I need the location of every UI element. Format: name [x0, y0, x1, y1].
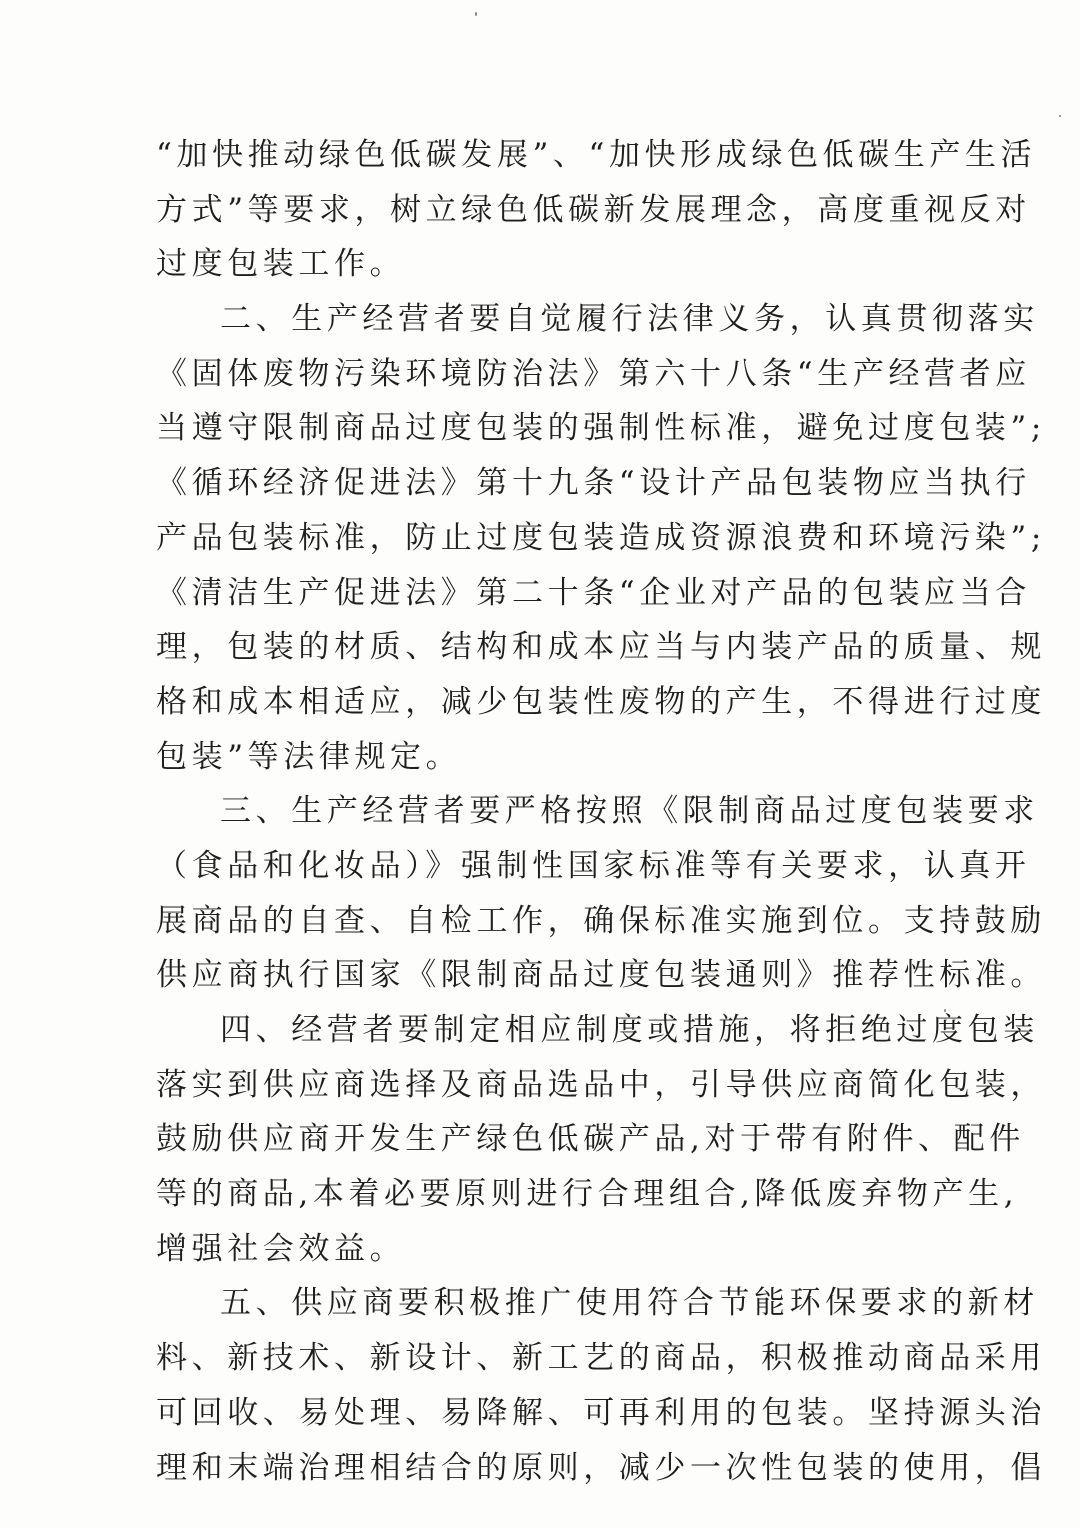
text-line: （食品和化妆品）》强制性国家标准等有关要求，认真开 — [156, 847, 1031, 884]
text-line: 《循环经济促进法》第十九条“设计产品包装物应当执行 — [156, 465, 1031, 502]
text-line: 料、新技术、新设计、新工艺的商品，积极推动商品采用 — [156, 1340, 1046, 1377]
text-line: 方式”等要求，树立绿色低碳新发展理念，高度重视反对 — [156, 191, 1031, 228]
document-body — [156, 128, 1046, 1495]
text-line: 四、经营者要制定相应制度或措施，将拒绝过度包装 — [220, 1012, 1039, 1048]
text-line: 理和末端治理相结合的原则，减少一次性包装的使用，倡 — [156, 1449, 1046, 1486]
text-line: 五、供应商要积极推广使用符合节能环保要求的新材 — [220, 1285, 1039, 1322]
text-line: 当遵守限制商品过度包装的强制性标准，避免过度包装”; — [156, 410, 1046, 447]
text-line: 展商品的自查、自检工作，确保标准实施到位。支持鼓励 — [156, 902, 1046, 939]
scan-speck — [1059, 115, 1061, 117]
text-line: 《固体废物污染环境防治法》第六十八条“生产经营者应 — [156, 355, 1031, 392]
text-line: 三、生产经营者要严格按照《限制商品过度包装要求 — [220, 793, 1039, 830]
text-line: 可回收、易处理、易降解、可再利用的包装。坚持源头治 — [156, 1394, 1046, 1431]
text-line: “加快推动绿色低碳发展”、“加快形成绿色低碳生产生活 — [156, 137, 1037, 173]
text-line: 理，包装的材质、结构和成本应当与内装产品的质量、规 — [156, 629, 1046, 666]
text-line: 格和成本相适应，减少包装性废物的产生，不得进行过度 — [156, 683, 1046, 720]
text-line: 《清洁生产促进法》第二十条“企业对产品的包装应当合 — [156, 574, 1031, 611]
text-line: 产品包装标准，防止过度包装造成资源浪费和环境污染”; — [156, 519, 1046, 556]
text-line: 二、生产经营者要自觉履行法律义务，认真贯彻落实 — [220, 301, 1039, 338]
text-line: 增强社会效益。 — [156, 1230, 406, 1267]
text-line: 等的商品,本着必要原则进行合理组合,降低废弃物产生, — [156, 1176, 1019, 1213]
scan-speck — [475, 12, 477, 16]
text-line: 供应商执行国家《限制商品过度包装通则》推荐性标准。 — [156, 957, 1046, 994]
text-line: 落实到供应商选择及商品选品中，引导供应商简化包装， — [156, 1066, 1046, 1103]
text-line: 过度包装工作。 — [156, 246, 406, 283]
text-line: 包装”等法律规定。 — [156, 738, 462, 775]
text-line: 鼓励供应商开发生产绿色低碳产品,对于带有附件、配件 — [156, 1121, 1025, 1158]
